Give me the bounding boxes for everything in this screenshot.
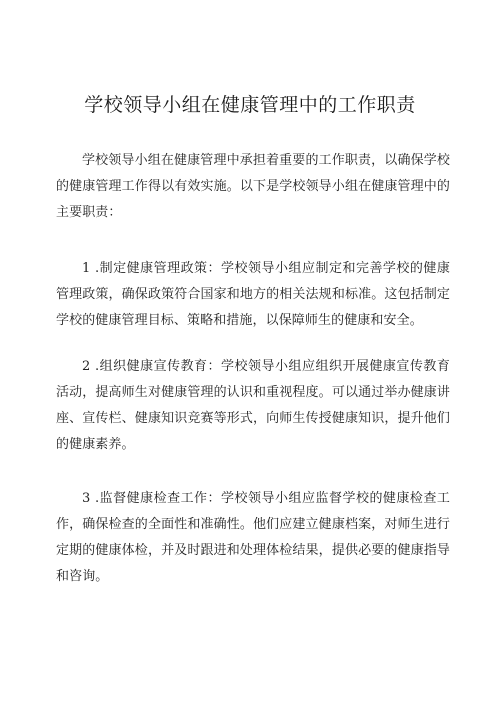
- duty-item-health-check: 3 .监督健康检查工作：学校领导小组应监督学校的健康检查工作，确保检查的全面性和准确性。他们应建立健康档案，对师生进行定期的健康体检，并及时跟进和处理体检结果，提供必要的健康指导和咨询。: [56, 491, 450, 584]
- intro-paragraph: 学校领导小组在健康管理中承担着重要的工作职责，以确保学校的健康管理工作得以有效实施。以下是学校领导小组在健康管理中的主要职责：: [56, 153, 450, 220]
- duty-item-policy: 1 .制定健康管理政策：学校领导小组应制定和完善学校的健康管理政策，确保政策符合国家和地方的相关法规和标准。这包括制定学校的健康管理目标、策略和措施，以保障师生的健康和安全。: [56, 261, 450, 328]
- duty-item-education: 2 .组织健康宣传教育：学校领导小组应组织开展健康宣传教育活动，提高师生对健康管理的认识和重视程度。可以通过举办健康讲座、宣传栏、健康知识竞赛等形式，向师生传授健康知识，提升他们的健康素养。: [56, 359, 450, 452]
- document-title: 学校领导小组在健康管理中的工作职责: [84, 94, 416, 116]
